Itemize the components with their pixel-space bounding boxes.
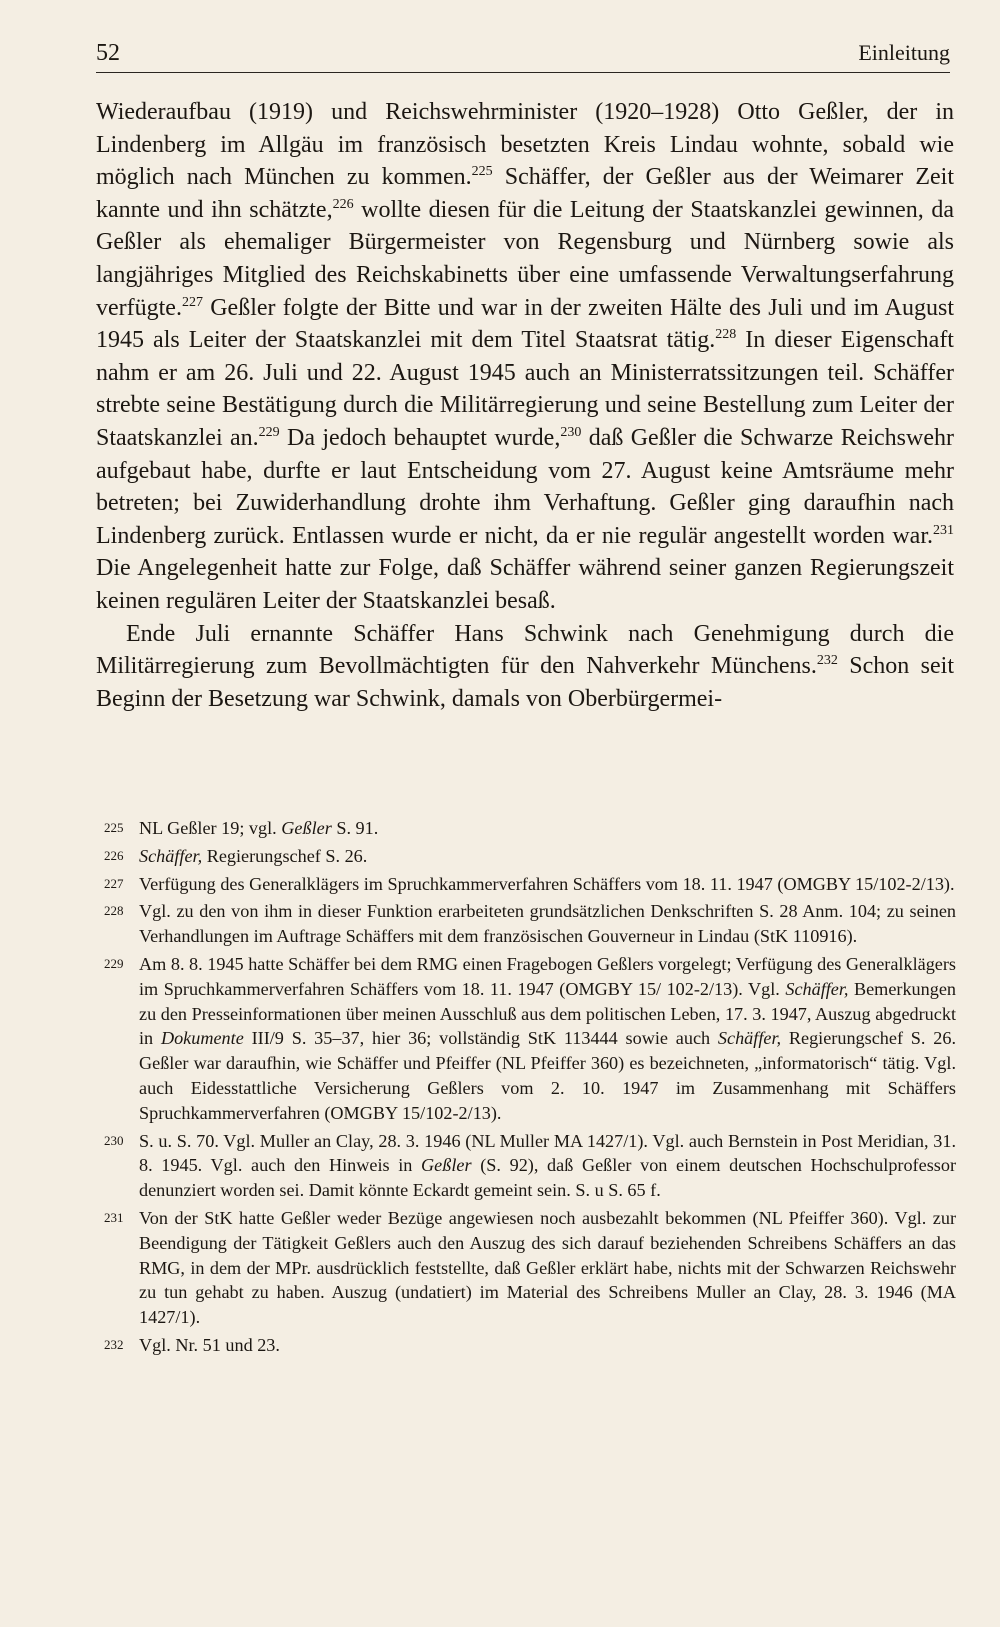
footnote-number: 227 [104,875,124,891]
footnotes [104,816,956,1361]
footnote-ref-229[interactable]: 229 [258,424,280,440]
footnote-ref-231[interactable]: 231 [933,522,954,538]
footnote-225: 225 NL Geßler 19; vgl. Geßler S. 91. [104,816,956,841]
footnote-number: 231 [104,1209,124,1225]
footnote-231: 231 Von der StK hatte Geßler weder Bezüge angewiesen noch ausbezahlt bekommen (NL Pfeiffer 360). Vgl. zur Beendigung der Tätigkeit Geßlers auch den Auszug des sich darauf beziehenden Schreibens Schäffers an das RMG, in dem der MPr. ausdrücklich feststellte, daß Geßler erklärt habe, nichts mit der Schwarzen Reichswehr zu tun gehabt zu haben. Auszug (undatiert) im Material des Schreibens Muller an Clay, 28. 3. 1946 (MA 1427/1). [104,1207,956,1328]
footnote-number: 225 [104,820,124,835]
footnote-ref-227[interactable]: 227 [181,294,203,310]
footnote-number: 230 [104,1132,124,1148]
page-number: 52 [96,40,120,66]
footnote-ref-226[interactable]: 226 [332,196,354,212]
footnote-229: 229 Am 8. 8. 1945 hatte Schäffer bei dem RMG einen Fragebogen Geßlers vorgelegt; Verfügung des Generalklägers im Spruchkammerverfahren Schäffers vom 18. 11. 1947 (OMGBY 15/ 102-2/13). Vgl. Schäffer, Bemerkungen zu den Presseinformationen über meinen Ausschluß aus dem politischen Leben, 17. 3. 1947, Auszug abgedruckt in Dokumente III/9 S. 35–37, hier 36; vollständig StK 113444 sowie auch Schäffer, Regierungschef S. 26. Geßler war daraufhin, wie Schäffer und Pfeiffer (NL Pfeiffer 360) es bezeichneten, „informatorisch“ tätig. Vgl. auch Eidesstattliche Versicherung Geßlers vom 2. 10. 1947 im Zusammenhang mit Schäffers Spruchkammerverfahren (OMGBY 15/102-2/13). [104,953,957,1123]
footnote-number: 229 [104,955,124,971]
footnote-228: 228 Vgl. zu den von ihm in dieser Funktion erarbeiteten grundsätzlichen Denkschriften S. 28 Anm. 104; zu seinen Verhandlungen im Auftrage Schäffers mit dem französischen Gouverneur in Lindau (StK 110916). [104,901,956,947]
paragraph-2: Ende Juli ernannte Schäffer Hans Schwink nach Genehmigung durch die Militärregierung zum Bevollmächtigten für den Nahverkehr Münchens.$^{232}$ Schon seit Beginn der Besetzung war Schwink, damals von Oberbürgermei- [96,620,955,712]
running-head: Einleitung [858,40,950,65]
footnote-ref-225[interactable]: 225 [471,164,493,180]
paragraph-1: Wiederaufbau (1919) und Reichswehrminister (1920–1928) Otto Geßler, der in Lindenberg im Allgäu im französisch besetzten Kreis Lindau wohnte, sobald wie möglich nach München zu kommen.$^{225}$ Schäffer, der Geßler aus der Weimarer Zeit kannte und ihn schätzte,$^{226}$ wollte diesen für die Leitung der Staatskanzlei gewinnen, da Geßler als ehemaliger Bürgermeister von Regensburg und Nürnberg sowie als langjähriges Mitglied des Reichskabinetts über eine umfassende Verwaltungserfahrung verfügte.$^{227}$ Geßler folgte der Bitte und war in der zweiten Hälte des Juli und im August 1945 als Leiter der Staatskanzlei mit dem Titel Staatsrat tätig.$^{228}$ In dieser Eigenschaft nahm er am 26. Juli und 22. August 1945 auch an Ministerratssitzungen teil. Schäffer strebte seine Bestätigung durch die Militärregierung und seine Bestellung zum Leiter der Staatskanzlei an.$^{229}$ Da jedoch behauptet wurde,$^{230}$ daß Geßler die Schwarze Reichswehr aufgebaut habe, durfte er laut Entscheidung vom 27. August keine Amtsräume mehr betreten; bei Zuwiderhandlung drohte ihm Verhaftung. Geßler ging daraufhin nach Lindenberg zurück. Entlassen wurde er nicht, da er nie regulär angestellt worden war.$^{231}$ Die Angelegenheit hatte zur Folge, daß Schäffer während seiner ganzen Regierungszeit keinen regulären Leiter der Staatskanzlei besaß. [96,99,955,614]
footnote-number: 232 [104,1336,124,1352]
page-header [96,36,950,73]
footnote-ref-232[interactable]: 232 [816,653,838,669]
footnote-ref-228[interactable]: 228 [715,327,737,343]
footnote-226: 226 Schäffer, Regierungschef S. 26. [104,844,956,869]
footnote-230: 230 S. u. S. 70. Vgl. Muller an Clay, 28. 3. 1946 (NL Muller MA 1427/1). Vgl. auch Bernstein in Post Meridian, 31. 8. 1945. Vgl. auch den Hinweis in Geßler (S. 92), daß Geßler von einem deutschen Hochschulprofessor denunziert worden sei. Damit könnte Eckardt gemeint sein. S. u S. 65 f. [104,1130,956,1201]
footnote-ref-230[interactable]: 230 [560,424,582,440]
main-text [96,96,954,715]
footnote-number: 228 [104,903,124,919]
footnote-number: 226 [104,847,124,863]
footnote-232: 232 Vgl. Nr. 51 und 23. [104,1333,956,1358]
footnote-227: 227 Verfügung des Generalklägers im Spruchkammerverfahren Schäffers vom 18. 11. 1947 (OMGBY 15/102-2/13). [104,872,956,897]
